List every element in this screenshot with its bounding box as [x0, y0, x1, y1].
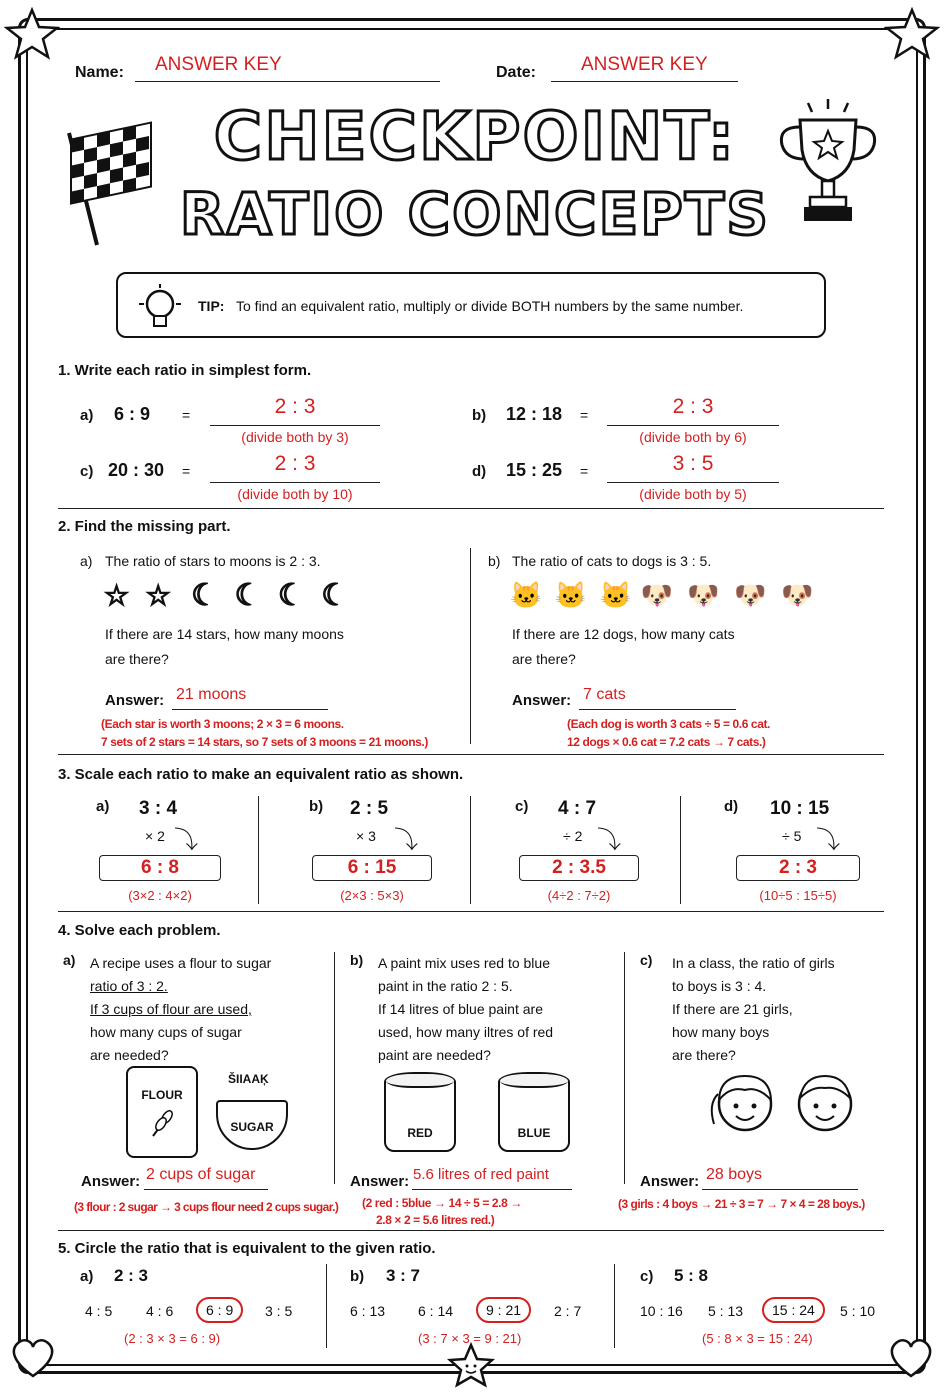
- q4b-answer: 5.6 litres of red paint: [413, 1166, 549, 1183]
- q1c-answer: 2 : 3: [274, 452, 316, 475]
- q2a-statement: The ratio of stars to moons is 2 : 3.: [105, 553, 321, 569]
- q2a-question-line1: If there are 14 stars, how many moons: [105, 626, 344, 642]
- q3b-ratio: 2 : 5: [350, 798, 389, 819]
- q3d-answer-box[interactable]: 2 : 3: [736, 855, 860, 881]
- q1c-equals: =: [182, 463, 191, 479]
- q5c-option-circled[interactable]: 15 : 24: [762, 1297, 825, 1323]
- q4b-note-line2: 2.8 × 2 = 5.6 litres red.): [376, 1213, 495, 1227]
- q5b-letter: b): [350, 1268, 365, 1285]
- q5a-option-circled[interactable]: 6 : 9: [196, 1297, 243, 1323]
- q4b-answer-line[interactable]: [412, 1166, 572, 1190]
- q3d-operation: ÷ 5: [782, 828, 802, 844]
- q2b-statement: The ratio of cats to dogs is 3 : 5.: [512, 553, 712, 569]
- q1a-letter: a): [80, 407, 94, 424]
- blue-paint-can-icon: [498, 1072, 570, 1152]
- q4b-line: paint in the ratio 2 : 5.: [378, 978, 513, 994]
- q3a-letter: a): [96, 798, 110, 815]
- q2a-answer-label: Answer:: [105, 692, 165, 709]
- moon-icon: ☾: [234, 579, 262, 612]
- q1b-ratio: 12 : 18: [506, 404, 563, 424]
- q4b-letter: b): [350, 952, 364, 968]
- q1a-answer: 2 : 3: [274, 395, 316, 418]
- q4a-answer: 2 cups of sugar: [146, 1166, 256, 1183]
- q4b-text: [378, 952, 553, 1067]
- q5b-option[interactable]: 2 : 7: [554, 1303, 582, 1319]
- q1c-answer-line[interactable]: [210, 452, 380, 483]
- q3-heading: 3. Scale each ratio to make an equivalent ratio as shown.: [58, 766, 464, 783]
- q5a-option[interactable]: 3 : 5: [265, 1303, 293, 1319]
- q5b-option-circled[interactable]: 9 : 21: [476, 1297, 531, 1323]
- name-field[interactable]: [135, 54, 440, 82]
- sugar-top-label: ŠIIAAĶ: [228, 1072, 269, 1086]
- q1a-note: (divide both by 3): [241, 429, 349, 445]
- q1d-answer: 3 : 5: [672, 452, 714, 475]
- q3b-arrow-icon: ⤵: [394, 827, 418, 854]
- q4c-line: how many boys: [672, 1024, 770, 1040]
- red-paint-label: RED: [407, 1126, 433, 1140]
- q5-column-divider: [326, 1264, 327, 1348]
- q3c-answer-box[interactable]: 2 : 3.5: [519, 855, 639, 881]
- q3b-answer-box[interactable]: 6 : 15: [312, 855, 432, 881]
- q3b-letter: b): [309, 798, 324, 815]
- q3b-note: (2×3 : 5×3): [340, 888, 404, 903]
- q2b-answer-line[interactable]: [579, 686, 736, 710]
- name-label: Name:: [75, 64, 124, 81]
- q5c-ratio: 5 : 8: [674, 1266, 709, 1285]
- q1b-answer: 2 : 3: [672, 395, 714, 418]
- q3d-ratio: 10 : 15: [770, 798, 830, 819]
- q3c-note: (4÷2 : 7÷2): [547, 888, 611, 903]
- bottom-star-face-icon: [446, 1342, 496, 1388]
- q4b-line: paint are needed?: [378, 1047, 491, 1063]
- star-icon: ☆: [104, 580, 130, 611]
- q3a-operation: × 2: [145, 828, 165, 844]
- title-line-2: RATIO CONCEPTS: [179, 180, 771, 248]
- q3a-ratio: 3 : 4: [139, 798, 178, 819]
- q5a-option[interactable]: 4 : 5: [85, 1303, 113, 1319]
- q5b-ratio: 3 : 7: [386, 1266, 421, 1285]
- date-label: Date:: [496, 64, 537, 81]
- q4a-line: how many cups of sugar: [90, 1024, 242, 1040]
- q5c-option[interactable]: 5 : 13: [708, 1303, 744, 1319]
- moon-icon: ☾: [277, 579, 305, 612]
- q4-column-divider: [624, 952, 625, 1184]
- moon-icon: ☾: [321, 579, 349, 612]
- q5b-option[interactable]: 6 : 14: [418, 1303, 454, 1319]
- tip-label: TIP:: [198, 298, 225, 314]
- q3b-operation: × 3: [356, 828, 376, 844]
- q3c-operation: ÷ 2: [563, 828, 583, 844]
- q2a-note-line2: 7 sets of 2 stars = 14 stars, so 7 sets of 3 moons = 21 moons.): [101, 735, 428, 749]
- dog-icon: 🐶: [687, 580, 720, 610]
- section-divider: [58, 1230, 884, 1231]
- q2b-question-line1: If there are 12 dogs, how many cats: [512, 626, 735, 642]
- q3d-note: (10÷5 : 15÷5): [759, 888, 837, 903]
- tip-text: To find an equivalent ratio, multiply or divide BOTH numbers by the same number.: [236, 298, 744, 314]
- section-divider: [58, 754, 884, 755]
- cat-icon: 🐱: [554, 580, 588, 610]
- q4b-answer-label: Answer:: [350, 1173, 410, 1190]
- q1d-letter: d): [472, 463, 487, 480]
- q4c-answer: 28 boys: [706, 1166, 763, 1183]
- q5a-option[interactable]: 4 : 6: [146, 1303, 174, 1319]
- corner-heart-icon: [886, 1334, 936, 1382]
- q4c-letter: c): [640, 952, 653, 968]
- q4c-line: If there are 21 girls,: [672, 1001, 793, 1017]
- q2b-letter: b): [488, 553, 501, 569]
- q3a-note: (3×2 : 4×2): [128, 888, 192, 903]
- star-icon: ☆: [145, 580, 171, 611]
- section-divider: [58, 911, 884, 912]
- q4-heading: 4. Solve each problem.: [58, 922, 221, 939]
- q1b-note: (divide both by 6): [639, 429, 747, 445]
- q3c-letter: c): [515, 798, 529, 815]
- q4a-answer-label: Answer:: [81, 1173, 141, 1190]
- sugar-label: SUGAR: [230, 1120, 274, 1134]
- q2b-cat-dog-row: [510, 580, 870, 620]
- q5c-letter: c): [640, 1268, 654, 1285]
- trophy-icon: [770, 95, 885, 235]
- q1b-letter: b): [472, 407, 487, 424]
- q4c-text: [672, 952, 835, 1067]
- q2b-answer: 7 cats: [583, 686, 626, 703]
- lightbulb-icon: [136, 282, 184, 334]
- cat-icon: 🐱: [599, 580, 633, 610]
- q4c-note: (3 girls : 4 boys → 21 ÷ 3 = 7 → 7 × 4 = 28 boys.): [618, 1197, 865, 1211]
- name-value: ANSWER KEY: [155, 54, 282, 75]
- q1a-answer-line[interactable]: [210, 395, 380, 426]
- q2-column-divider: [470, 548, 471, 744]
- dog-icon: 🐶: [640, 580, 673, 610]
- q3-column-divider: [258, 796, 259, 904]
- q5b-note: (3 : 7 × 3 = 9 : 21): [418, 1331, 522, 1346]
- q4b-line: used, how many iltres of red: [378, 1024, 554, 1040]
- q1-heading: 1. Write each ratio in simplest form.: [58, 362, 312, 379]
- q1b-answer-line[interactable]: [607, 395, 779, 426]
- q1d-answer-line[interactable]: [607, 452, 779, 483]
- q4a-note: (3 flour : 2 sugar → 3 cups flour need 2 cups sugar.): [74, 1200, 339, 1214]
- q2a-note-line1: (Each star is worth 3 moons; 2 × 3 = 6 moons.: [101, 717, 344, 731]
- title-line-1: CHECKPOINT:: [213, 98, 737, 175]
- q1c-ratio: 20 : 30: [108, 460, 165, 480]
- q5b-option[interactable]: 6 : 13: [350, 1303, 386, 1319]
- q4a-line: If 3 cups of flour are used,: [90, 1001, 252, 1017]
- girl-face-icon: [706, 1064, 784, 1136]
- date-value: ANSWER KEY: [581, 54, 708, 75]
- q4a-letter: a): [63, 952, 76, 968]
- q1a-ratio: 6 : 9: [114, 404, 151, 424]
- q1c-letter: c): [80, 463, 94, 480]
- q3-column-divider: [470, 796, 471, 904]
- checkered-flag-icon: [55, 105, 170, 255]
- q4a-line: A recipe uses a flour to sugar: [90, 955, 272, 971]
- q4c-line: are there?: [672, 1047, 736, 1063]
- q2b-question-line2: are there?: [512, 651, 576, 667]
- q4a-line: are needed?: [90, 1047, 169, 1063]
- q3d-letter: d): [724, 798, 739, 815]
- q2b-answer-label: Answer:: [512, 692, 572, 709]
- q1d-note: (divide both by 5): [639, 486, 747, 502]
- q5a-letter: a): [80, 1268, 94, 1285]
- q1c-note: (divide both by 10): [237, 486, 353, 502]
- date-field[interactable]: [551, 54, 738, 82]
- q5c-option[interactable]: 10 : 16: [640, 1303, 683, 1319]
- q3-column-divider: [680, 796, 681, 904]
- q4c-answer-label: Answer:: [640, 1173, 700, 1190]
- q4a-line: ratio of 3 : 2.: [90, 978, 168, 994]
- q1d-ratio: 15 : 25: [506, 460, 563, 480]
- q3d-arrow-icon: ⤵: [816, 827, 840, 854]
- wheat-icon: [147, 1108, 177, 1138]
- q4c-line: to boys is 3 : 4.: [672, 978, 767, 994]
- q2a-letter: a): [80, 553, 93, 569]
- q2b-note-line1: (Each dog is worth 3 cats ÷ 5 = 0.6 cat.: [567, 717, 770, 731]
- q5c-option[interactable]: 5 : 10: [840, 1303, 876, 1319]
- corner-star-icon: [4, 6, 60, 62]
- q2-heading: 2. Find the missing part.: [58, 518, 231, 535]
- boy-face-icon: [790, 1066, 860, 1136]
- q4a-text: [90, 952, 271, 1067]
- blue-paint-label: BLUE: [517, 1126, 551, 1140]
- q1b-equals: =: [580, 407, 589, 423]
- q2a-star-moon-row: [104, 578, 404, 618]
- q5-heading: 5. Circle the ratio that is equivalent to the given ratio.: [58, 1240, 436, 1257]
- q5a-ratio: 2 : 3: [114, 1266, 149, 1285]
- q4b-line: A paint mix uses red to blue: [378, 955, 550, 971]
- corner-heart-icon: [8, 1334, 58, 1382]
- q4b-note-line1: (2 red : 5blue → 14 ÷ 5 = 2.8 →: [362, 1196, 522, 1210]
- q3a-answer-box[interactable]: 6 : 8: [99, 855, 221, 881]
- q1a-equals: =: [182, 407, 191, 423]
- q1d-equals: =: [580, 463, 589, 479]
- q3c-arrow-icon: ⤵: [597, 827, 621, 854]
- cat-icon: 🐱: [510, 580, 543, 610]
- moon-icon: ☾: [191, 579, 219, 612]
- q2b-note-line2: 12 dogs × 0.6 cat = 7.2 cats → 7 cats.): [567, 735, 766, 749]
- dog-icon: 🐶: [780, 580, 814, 610]
- section-divider: [58, 508, 884, 509]
- flour-label: FLOUR: [141, 1088, 183, 1102]
- corner-star-icon: [884, 6, 940, 62]
- q3c-ratio: 4 : 7: [558, 798, 597, 819]
- q2a-answer-line[interactable]: [172, 686, 328, 710]
- q4c-answer-line[interactable]: [702, 1166, 858, 1190]
- flour-bag-icon: [126, 1066, 198, 1158]
- q4-column-divider: [334, 952, 335, 1184]
- q4a-answer-line[interactable]: [144, 1166, 268, 1190]
- q5a-note: (2 : 3 × 3 = 6 : 9): [124, 1331, 221, 1346]
- dog-icon: 🐶: [734, 580, 767, 610]
- q3a-arrow-icon: ⤵: [174, 827, 198, 854]
- q4b-line: If 14 litres of blue paint are: [378, 1001, 543, 1017]
- q4c-line: In a class, the ratio of girls: [672, 955, 835, 971]
- q2a-question-line2: are there?: [105, 651, 169, 667]
- tip-box: [116, 272, 826, 338]
- red-paint-can-icon: [384, 1072, 456, 1152]
- q5c-note: (5 : 8 × 3 = 15 : 24): [702, 1331, 813, 1346]
- q2a-answer: 21 moons: [176, 686, 247, 703]
- q5-column-divider: [614, 1264, 615, 1348]
